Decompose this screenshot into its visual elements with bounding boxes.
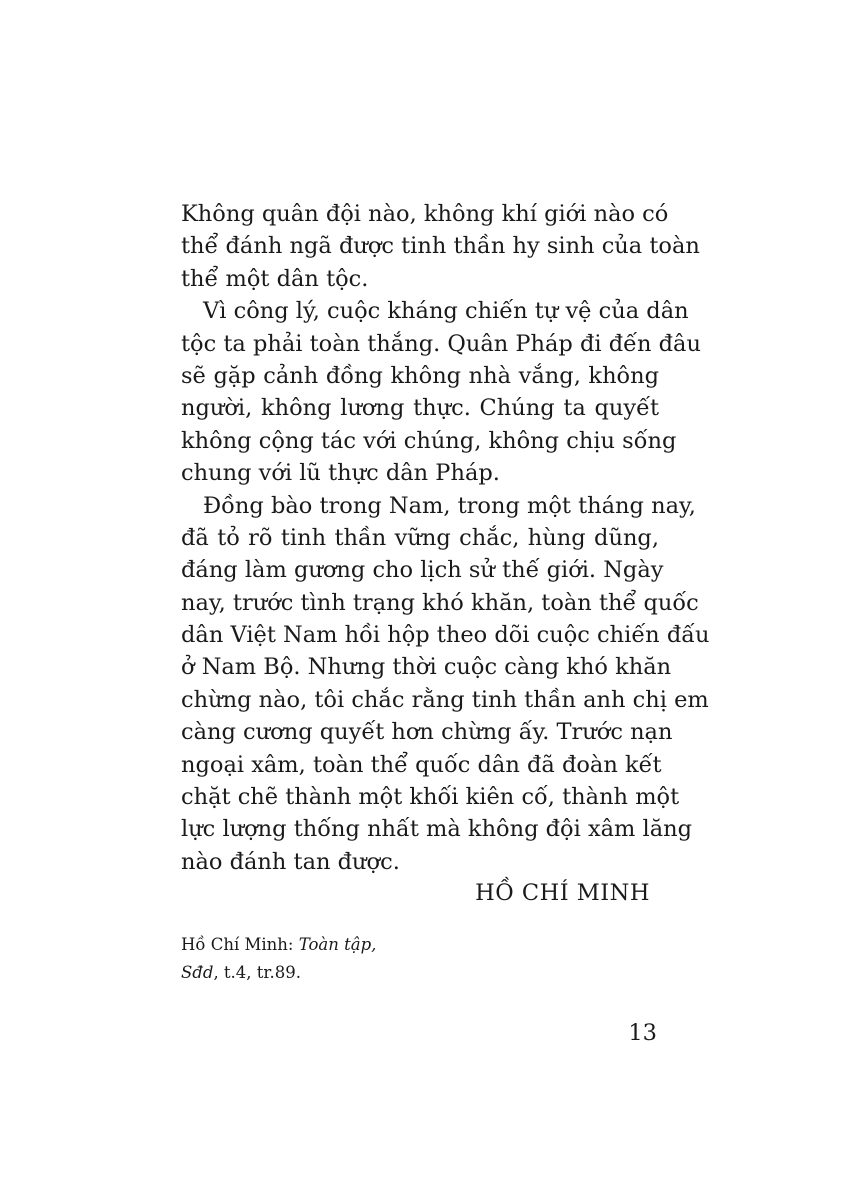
text-line: nào đánh tan được.: [181, 848, 400, 875]
text-line: Không quân đội nào, không khí giới nào có: [181, 201, 669, 227]
author-signature: HỒ CHÍ MINH: [475, 880, 650, 906]
text-line: ở Nam Bộ. Nhưng thời cuộc càng khó khăn: [181, 654, 672, 681]
citation-author: Hồ Chí Minh:: [181, 935, 299, 954]
text-line: thể một dân tộc.: [181, 265, 369, 292]
text-line: Đồng bào trong Nam, trong một tháng nay,: [203, 492, 696, 519]
text-line: chặt chẽ thành một khối kiên cố, thành một: [181, 784, 680, 811]
text-line: không cộng tác với chúng, không chịu sống: [181, 427, 677, 454]
source-citation: [181, 931, 376, 987]
citation-work: Toàn tập,: [298, 935, 377, 954]
text-line: Vì công lý, cuộc kháng chiến tự vệ của dân: [203, 298, 689, 325]
citation-ref: , t.4, tr.89.: [213, 963, 301, 982]
text-line: thể đánh ngã được tinh thần hy sinh của toàn: [181, 233, 700, 260]
citation-ref-abbrev: Sđd: [181, 963, 214, 982]
text-line: chừng nào, tôi chắc rằng tinh thần anh chị em: [181, 686, 709, 713]
text-line: chung với lũ thực dân Pháp.: [181, 460, 500, 487]
text-line: tộc ta phải toàn thắng. Quân Pháp đi đến đâu: [181, 330, 701, 357]
citation-line-1: [181, 931, 376, 959]
text-line: đáng làm gương cho lịch sử thế giới. Ngày: [181, 557, 664, 584]
citation-line-2: [181, 959, 376, 987]
text-line: dân Việt Nam hồi hộp theo dõi cuộc chiến đấu: [181, 622, 710, 649]
text-line: càng cương quyết hơn chừng ấy. Trước nạn: [181, 719, 673, 746]
text-line: sẽ gặp cảnh đồng không nhà vắng, không: [181, 362, 659, 389]
text-line: ngoại xâm, toàn thể quốc dân đã đoàn kết: [181, 751, 662, 778]
text-line: đã tỏ rõ tinh thần vững chắc, hùng dũng,: [181, 524, 659, 551]
body-text: [181, 198, 710, 878]
text-line: người, không lương thực. Chúng ta quyết: [181, 395, 659, 422]
page-number: 13: [628, 1020, 657, 1046]
text-line: nay, trước tình trạng khó khăn, toàn thể quốc: [181, 589, 699, 616]
text-line: lực lượng thống nhất mà không đội xâm lăng: [181, 816, 693, 843]
